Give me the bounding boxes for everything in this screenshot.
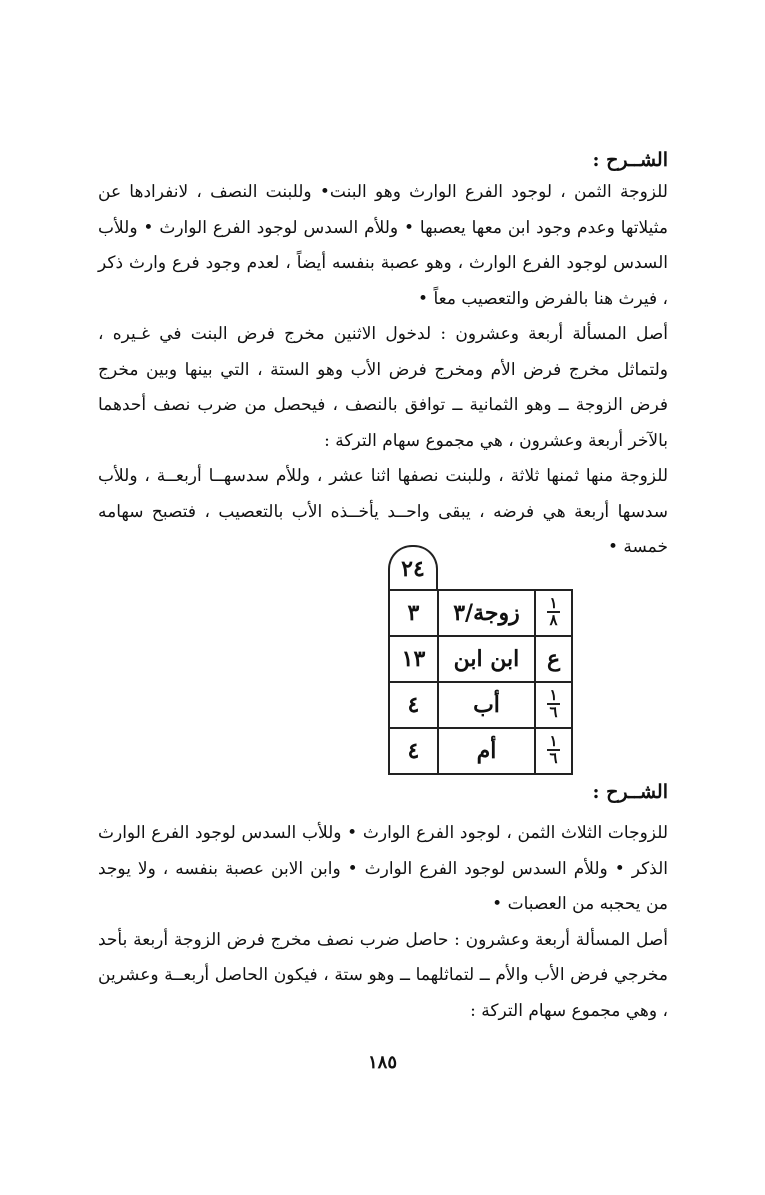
fraction [547, 593, 559, 629]
fraction-cell [535, 590, 572, 636]
fraction [547, 685, 559, 721]
fraction-numerator: ١ [549, 593, 558, 612]
share-cell: ٣ [389, 590, 438, 636]
table-row [389, 590, 572, 636]
fraction [547, 731, 559, 767]
heir-cell: أم [438, 728, 535, 774]
table-row [389, 636, 572, 682]
paragraph-2-2: أصل المسألة أربعة وعشرون : حاصل ضرب نصف مخرج فرض الزوجة أربعة بأحد مخرجي فرض الأب والأم ــ لتماثلهما ــ وهو ستة ، فيكون الحاصل أربعــة وعشرين ، وهي مجموع سهام التركة : [98, 929, 668, 1021]
paragraph-2-1: للزوجات الثلاث الثمن ، لوجود الفرع الوارث • وللأب السدس لوجود الفرع الوارث الذكر • وللأم السدس لوجود الفرع الوارث • وابن الابن عصبة بنفسه ، ولا يوجد من يحجبه من العصبات • [98, 823, 668, 914]
paragraph-1-3: للزوجة منها ثمنها ثلاثة ، وللبنت نصفها اثنا عشر ، وللأم سدسهــا أربعــة ، وللأب سدسها أربعة هي فرضه ، يبقى واحــد يأخــذه الأب بالتعصيب ، فتصبح سهامه خمسة • [98, 466, 668, 557]
fraction-numerator: ١ [549, 731, 558, 750]
share-cell: ٤ [389, 728, 438, 774]
fraction-cell [535, 682, 572, 728]
paragraph-1-2: أصل المسألة أربعة وعشرون : لدخول الاثنين مخرج فرض البنت في غـيره ، ولتماثل مخرج فرض الأم ومخرج فرض الأب وهو الستة ، التي بينها وبين مخرج فرض الزوجة ــ وهو الثمانية ــ توافق بالنصف ، فيحصل من ضرب نصف أحدهما بالآخر أربعة وعشرون ، هي مجموع سهام التركة : [98, 324, 668, 451]
table-row [389, 728, 572, 774]
share-cell: ١٣ [389, 636, 438, 682]
fraction-cell: ع [535, 636, 572, 682]
fraction-denominator: ٦ [549, 702, 558, 721]
paragraph-1-1: للزوجة الثمن ، لوجود الفرع الوارث وهو البنت• وللبنت النصف ، لانفرادها عن مثيلاتها وعدم وجود ابن معها يعصبها • وللأم السدس لوجود الفرع الوارث • وللأب السدس لوجود الفرع الوارث ، وهو عصبة بنفسه أيضاً ، لعدم وجود فرع وارث ذكر ، فيرث هنا بالفرض والتعصيب معاً • [98, 182, 668, 309]
heir-cell: أب [438, 682, 535, 728]
section-heading-2: الشــرح : [592, 781, 668, 803]
share-cell: ٤ [389, 682, 438, 728]
fraction-numerator: ١ [549, 685, 558, 704]
page-number: ١٨٥ [367, 1052, 397, 1073]
section-heading-1: الشــرح : [592, 149, 668, 171]
fraction-denominator: ٦ [549, 748, 558, 767]
fraction-denominator: ٨ [549, 610, 558, 629]
explanation-block-2 [98, 816, 668, 1029]
table-total-cell: ٢٤ [388, 545, 438, 589]
explanation-block-1 [98, 175, 668, 566]
heir-cell: زوجة/٣ [438, 590, 535, 636]
table-row [389, 682, 572, 728]
inheritance-grid [388, 589, 573, 775]
fraction-cell [535, 728, 572, 774]
heir-cell: ابن ابن [438, 636, 535, 682]
